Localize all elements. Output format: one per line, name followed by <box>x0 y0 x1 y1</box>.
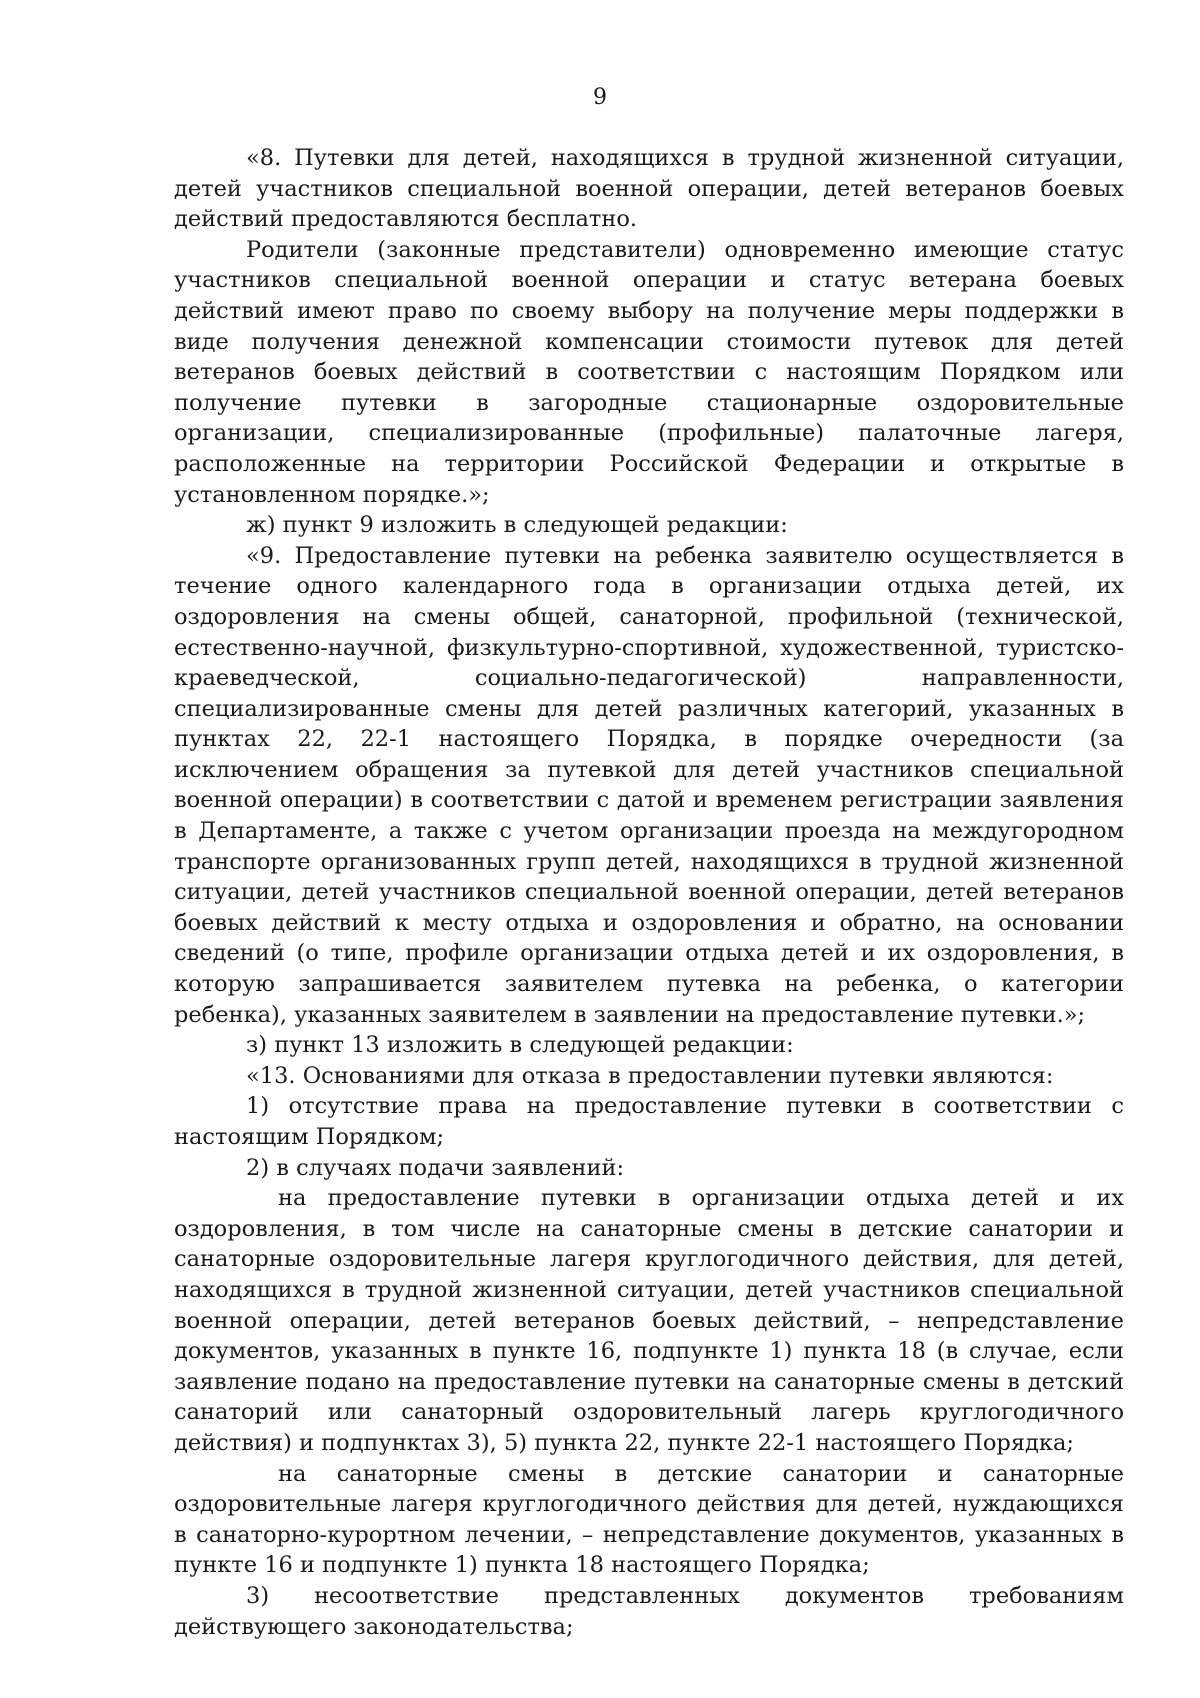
paragraph-amendment-z: з) пункт 13 изложить в следующей редакции: <box>246 1032 794 1059</box>
paragraph-amendment-zh: ж) пункт 9 изложить в следующей редакции: <box>246 512 788 539</box>
paragraph-refusal-2-b: на санаторные смены в детские санатории и санаторные оздоровительные лагеря круглогодичного действия для детей, нуждающихся в санаторно-курортном лечении, – непредставление документов, указанных в пункте 16 и подпункте 1) пункта 18 настоящего Порядка; <box>174 1460 1124 1579</box>
page-number: 9 <box>593 85 607 110</box>
document-body <box>174 143 1124 1642</box>
paragraph-parents-status: Родители (законные представители) одновременно имеющие статус участников специальной военной операции и статус ветерана боевых действий имеют право по своему выбору на получение меры поддержки в виде получения денежной компенсации стоимости путевок для детей ветеранов боевых действий в соответствии с настоящим Порядком или получение путевки в загородные стационарные оздоровительные организации, специализированные (профильные) палаточные лагеря, расположенные на территории Российской Федерации и открытые в установленном порядке.»; <box>174 236 1124 508</box>
paragraph-item-9: «9. Предоставление путевки на ребенка заявителю осуществляется в течение одного календарного года в организации отдыха детей, их оздоровления на смены общей, санаторной, профильной (технической, естественно-научной, физкультурно-спортивной, художественной, туристско-краеведческой, социально-педагогической) направленности, специализированные смены для детей различных категорий, указанных в пунктах 22, 22-1 настоящего Порядка, в порядке очередности (за исключением обращения за путевкой для детей участников специальной военной операции) в соответствии с датой и временем регистрации заявления в Департаменте, а также с учетом организации проезда на междугородном транспорте организованных групп детей, находящихся в трудной жизненной ситуации, детей участников специальной военной операции, детей ветеранов боевых действий к месту отдыха и оздоровления и обратно, на основании сведений (о типе, профиле организации отдыха детей и их оздоровления, в которую запрашивается заявителем путевка на ребенка, о категории ребенка), указанных заявителем в заявлении на предоставление путевки.»; <box>174 542 1124 1028</box>
paragraph-item-13: «13. Основаниями для отказа в предоставлении путевки являются: <box>246 1062 1054 1089</box>
paragraph-refusal-3: 3) несоответствие представленных документов требованиям действующего законодательства; <box>174 1582 1124 1640</box>
paragraph-refusal-1: 1) отсутствие права на предоставление путевки в соответствии с настоящим Порядком; <box>174 1093 1124 1150</box>
paragraph-refusal-2-a: на предоставление путевки в организации отдыха детей и их оздоровления, в том числе на санаторные смены в детские санатории и санаторные оздоровительные лагеря круглогодичного действия, для детей, находящихся в трудной жизненной ситуации, детей участников специальной военной операции, детей ветеранов боевых действий, – непредставление документов, указанных в пункте 16, подпункте 1) пункта 18 (в случае, если заявление подано на предоставление путевки на санаторные смены в детский санаторий или санаторный оздоровительный лагерь круглогодичного действия) и подпунктах 3), 5) пункта 22, пункте 22-1 настоящего Порядка; <box>174 1185 1124 1456</box>
paragraph-item-8: «8. Путевки для детей, находящихся в трудной жизненной ситуации, детей участников специальной военной операции, детей ветеранов боевых действий предоставляются бесплатно. <box>174 145 1124 233</box>
paragraph-refusal-2: 2) в случаях подачи заявлений: <box>246 1154 625 1181</box>
